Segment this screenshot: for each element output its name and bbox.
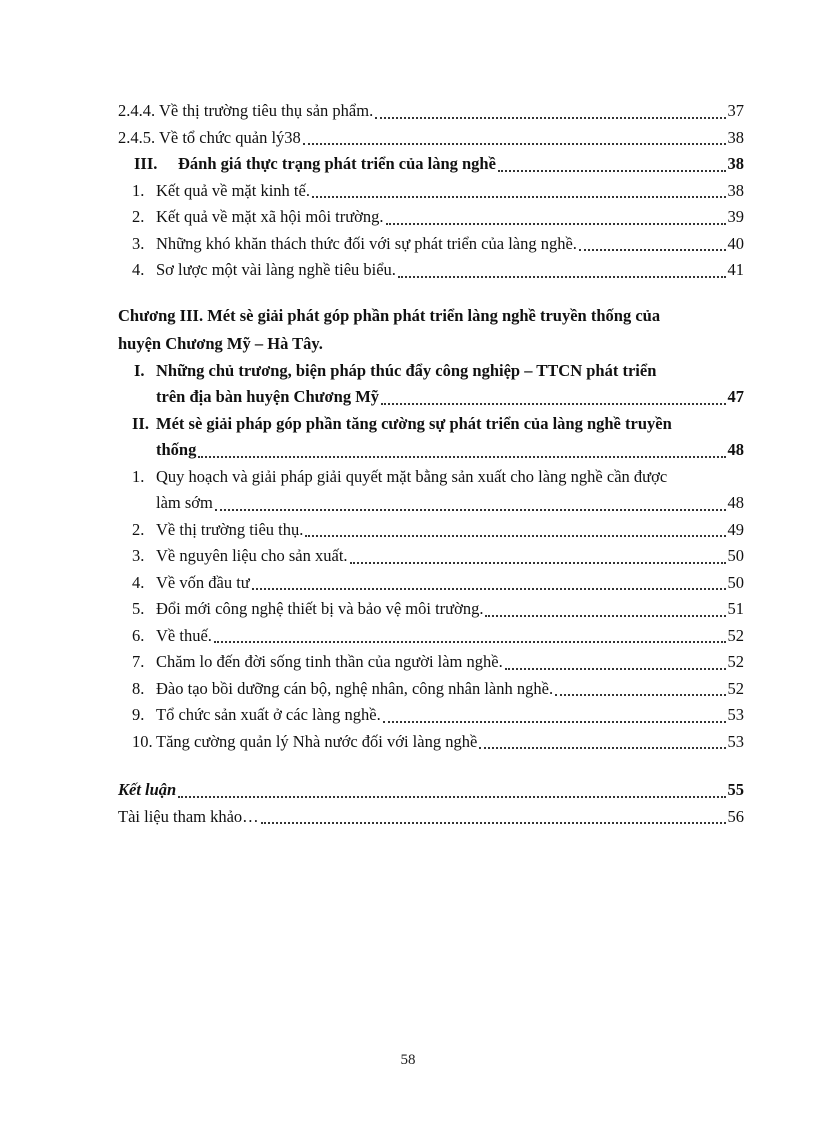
leader-dots <box>261 822 726 824</box>
chapter-3-title-line1: Chương III. Mét sè giải phát góp phần phát triển làng nghề truyền thống của <box>118 305 661 325</box>
toc-entry-number: III. <box>134 154 158 173</box>
leader-dots <box>214 641 726 643</box>
toc-entry-page: 49 <box>727 519 744 539</box>
toc-entry-page: 52 <box>727 625 744 645</box>
toc-entry-page: 47 <box>727 387 744 406</box>
toc-entry-chapter3-item-3[interactable] <box>118 543 744 570</box>
toc-entry-number: I. <box>134 360 145 380</box>
toc-entry-iii-1[interactable] <box>118 178 744 205</box>
toc-entry-iii-2[interactable] <box>118 204 744 231</box>
toc-entry-label: Chăm lo đến đời sống tinh thần của người làm nghề. <box>156 652 503 671</box>
toc-entry-label: Sơ lược một vài làng nghề tiêu biểu. <box>156 260 396 279</box>
leader-dots <box>505 668 726 670</box>
leader-dots <box>579 249 726 251</box>
leader-dots <box>479 747 725 749</box>
toc-entry-label: Tài liệu tham khảo… <box>118 806 259 826</box>
toc-entry-page: 53 <box>727 705 744 724</box>
toc-entry-label-line2: thống <box>156 440 197 459</box>
toc-entry-references[interactable] <box>118 804 744 831</box>
leader-dots <box>375 117 725 119</box>
toc-entry-part-iii[interactable] <box>118 151 744 178</box>
toc-entry-chapter3-item-5[interactable] <box>118 596 744 623</box>
toc-entry-label: Đào tạo bồi dưỡng cán bộ, nghệ nhân, công nhân lành nghề. <box>156 678 554 698</box>
toc-entry-label: Đánh giá thực trạng phát triển của làng nghề <box>178 154 496 173</box>
leader-dots <box>485 615 725 617</box>
leader-dots <box>312 196 726 198</box>
toc-entry-page: 38 <box>727 127 744 147</box>
toc-entry-label: Về thị trường tiêu thụ. <box>156 519 304 539</box>
toc-entry-2-4-5[interactable] <box>118 125 744 152</box>
leader-dots <box>350 562 726 564</box>
toc-entry-label-line2: làm sớm <box>156 493 213 512</box>
toc-entry-number: 4. <box>132 260 145 279</box>
toc-entry-label-line1: Quy hoạch và giải pháp giải quyết mặt bằng sản xuất cho làng nghề cần được <box>156 466 668 486</box>
toc-entry-chapter3-item-4[interactable] <box>118 570 744 597</box>
toc-entry-label: Về thuế. <box>156 625 212 645</box>
toc-entry-page: 50 <box>727 572 744 592</box>
toc-entry-label: Tăng cường quản lý Nhà nước đối với làng nghề <box>156 731 478 751</box>
toc-entry-label: Những khó khăn thách thức đối với sự phát triển của làng nghề. <box>156 233 577 253</box>
page-number: 58 <box>400 1052 416 1068</box>
leader-dots <box>178 796 725 798</box>
toc-entry-chapter3-item-1[interactable] <box>118 464 744 517</box>
toc-entry-label: Kết quả về mặt kinh tế. <box>156 180 310 200</box>
toc-entry-2-4-4[interactable] <box>118 98 744 125</box>
toc-entry-label: 2.4.5. Về tổ chức quản lý38 <box>118 127 301 147</box>
toc-entry-chapter3-item-2[interactable] <box>118 517 744 544</box>
table-of-contents <box>118 98 744 830</box>
toc-entry-label: Về nguyên liệu cho sản xuất. <box>156 546 348 565</box>
toc-entry-page: 41 <box>727 260 744 279</box>
toc-entry-page: 38 <box>727 154 744 173</box>
toc-entry-page: 52 <box>727 678 744 698</box>
leader-dots <box>383 721 726 723</box>
toc-entry-number: 2. <box>132 519 145 539</box>
toc-entry-number: 4. <box>132 572 145 592</box>
toc-entry-number: 8. <box>132 678 145 698</box>
toc-entry-label-line1: Mét sè giải pháp góp phần tăng cường sự phát triển của làng nghề truyền <box>156 413 672 433</box>
toc-entry-label: Tổ chức sản xuất ở các làng nghề. <box>156 705 381 724</box>
leader-dots <box>398 276 726 278</box>
toc-entry-number: 1. <box>132 466 145 486</box>
toc-entry-number: 3. <box>132 233 145 253</box>
toc-entry-number: 10. <box>132 731 153 751</box>
toc-entry-label-line1: Những chủ trương, biện pháp thúc đẩy công nghiệp – TTCN phát triển <box>156 360 657 380</box>
toc-entry-number: 5. <box>132 599 145 618</box>
toc-entry-chapter3-ii[interactable] <box>118 411 744 464</box>
toc-entry-label: Kết luận <box>118 780 177 799</box>
toc-entry-number: 3. <box>132 546 145 565</box>
toc-entry-page: 48 <box>727 493 744 512</box>
toc-entry-chapter3-item-6[interactable] <box>118 623 744 650</box>
toc-entry-chapter3-item-8[interactable] <box>118 676 744 703</box>
leader-dots <box>386 223 726 225</box>
toc-entry-page: 55 <box>727 780 744 799</box>
toc-entry-page: 56 <box>727 806 744 826</box>
toc-entry-page: 40 <box>727 233 744 253</box>
toc-entry-label: Kết quả về mặt xã hội môi trường. <box>156 207 384 226</box>
toc-entry-page: 48 <box>727 440 744 459</box>
toc-entry-page: 52 <box>727 652 744 671</box>
toc-entry-page: 50 <box>727 546 744 565</box>
toc-entry-label: 2.4.4. Về thị trường tiêu thụ sản phẩm. <box>118 101 374 120</box>
toc-entry-page: 37 <box>727 101 744 120</box>
leader-dots <box>198 456 725 458</box>
toc-entry-iii-3[interactable] <box>118 231 744 258</box>
toc-entry-conclusion[interactable] <box>118 777 744 804</box>
toc-entry-number: 2. <box>132 207 145 226</box>
toc-entry-number: 9. <box>132 705 145 724</box>
toc-entry-number: 1. <box>132 180 145 200</box>
toc-entry-label: Đổi mới công nghệ thiết bị và bảo vệ môi trường. <box>156 599 484 618</box>
leader-dots <box>498 170 726 172</box>
toc-entry-chapter3-item-10[interactable] <box>118 729 744 756</box>
leader-dots <box>305 535 725 537</box>
toc-entry-iii-4[interactable] <box>118 257 744 284</box>
leader-dots <box>215 509 726 511</box>
toc-entry-page: 53 <box>727 731 744 751</box>
toc-entry-page: 38 <box>727 180 744 200</box>
leader-dots <box>252 588 726 590</box>
leader-dots <box>303 143 726 145</box>
leader-dots <box>555 694 725 696</box>
toc-entry-label-line2: trên địa bàn huyện Chương Mỹ <box>156 387 380 406</box>
toc-entry-chapter3-i[interactable] <box>118 358 744 411</box>
toc-entry-number: II. <box>132 413 149 433</box>
chapter-3-title-line2: huyện Chương Mỹ – Hà Tây. <box>118 333 323 353</box>
chapter-3-heading[interactable] <box>118 302 744 358</box>
toc-entry-number: 6. <box>132 625 145 645</box>
toc-entry-number: 7. <box>132 652 145 671</box>
toc-entry-page: 51 <box>727 599 744 618</box>
section-gap <box>118 755 744 777</box>
toc-entry-chapter3-item-7[interactable] <box>118 649 744 676</box>
toc-entry-chapter3-item-9[interactable] <box>118 702 744 729</box>
toc-entry-label: Về vốn đầu tư <box>156 572 250 592</box>
toc-entry-page: 39 <box>727 207 744 226</box>
leader-dots <box>381 403 725 405</box>
